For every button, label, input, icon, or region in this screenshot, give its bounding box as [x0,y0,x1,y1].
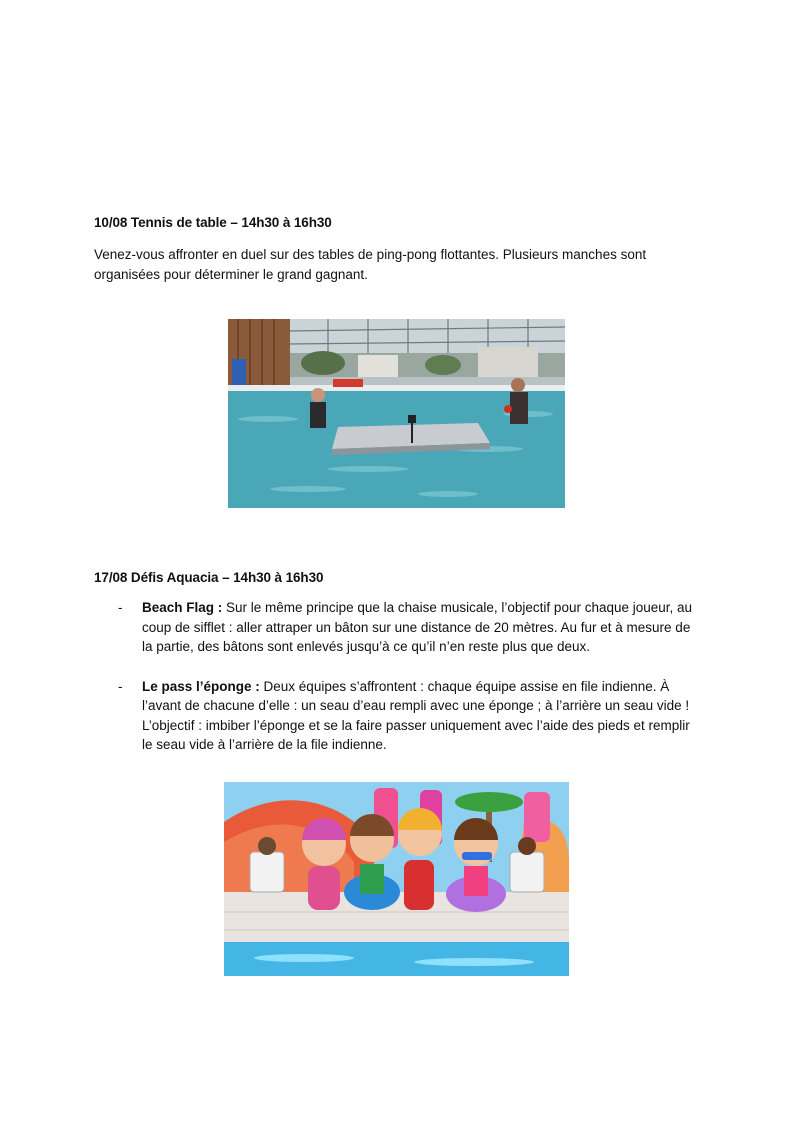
list-item-pass-eponge [94,677,704,755]
defis-list [94,598,704,775]
item-text: Sur le même principe que la chaise musicale, l’objectif pour chaque joueur, au coup de sifflet : aller attraper un bâton sur une distance de 20 mètres. Au fur et à mesure de la partie, des bâtons sont enlevés jusqu’à ce qu’il n’en reste plus que deux. [142,600,693,654]
section-1-heading: 10/08 Tennis de table – 14h30 à 16h30 [94,215,332,230]
list-item-beach-flag [94,598,704,657]
section-1-body: Venez-vous affronter en duel sur des tables de ping-pong flottantes. Plusieurs manches sont organisées pour déterminer le grand gagnant. [94,247,647,282]
item-title: Le pass l’éponge : [142,678,260,694]
list-bullet: - [118,678,123,694]
item-text: Deux équipes s’affrontent : chaque équipe assise en file indienne. À l’avant de chacune d’elle : un seau d’eau rempli avec une éponge ; à l’arrière un seau vide ! L’objectif : imbiber l’éponge et se la faire passer uniquement avec l’aide des pieds et remplir le seau vide à l’arrière de la file indienne. [142,678,690,752]
aquacia-cartoon-image [224,782,569,976]
item-title: Beach Flag : [142,600,223,615]
section-2-heading: 17/08 Défis Aquacia – 14h30 à 16h30 [94,570,324,585]
list-bullet: - [118,600,123,615]
ping-pong-pool-photo [228,319,565,508]
